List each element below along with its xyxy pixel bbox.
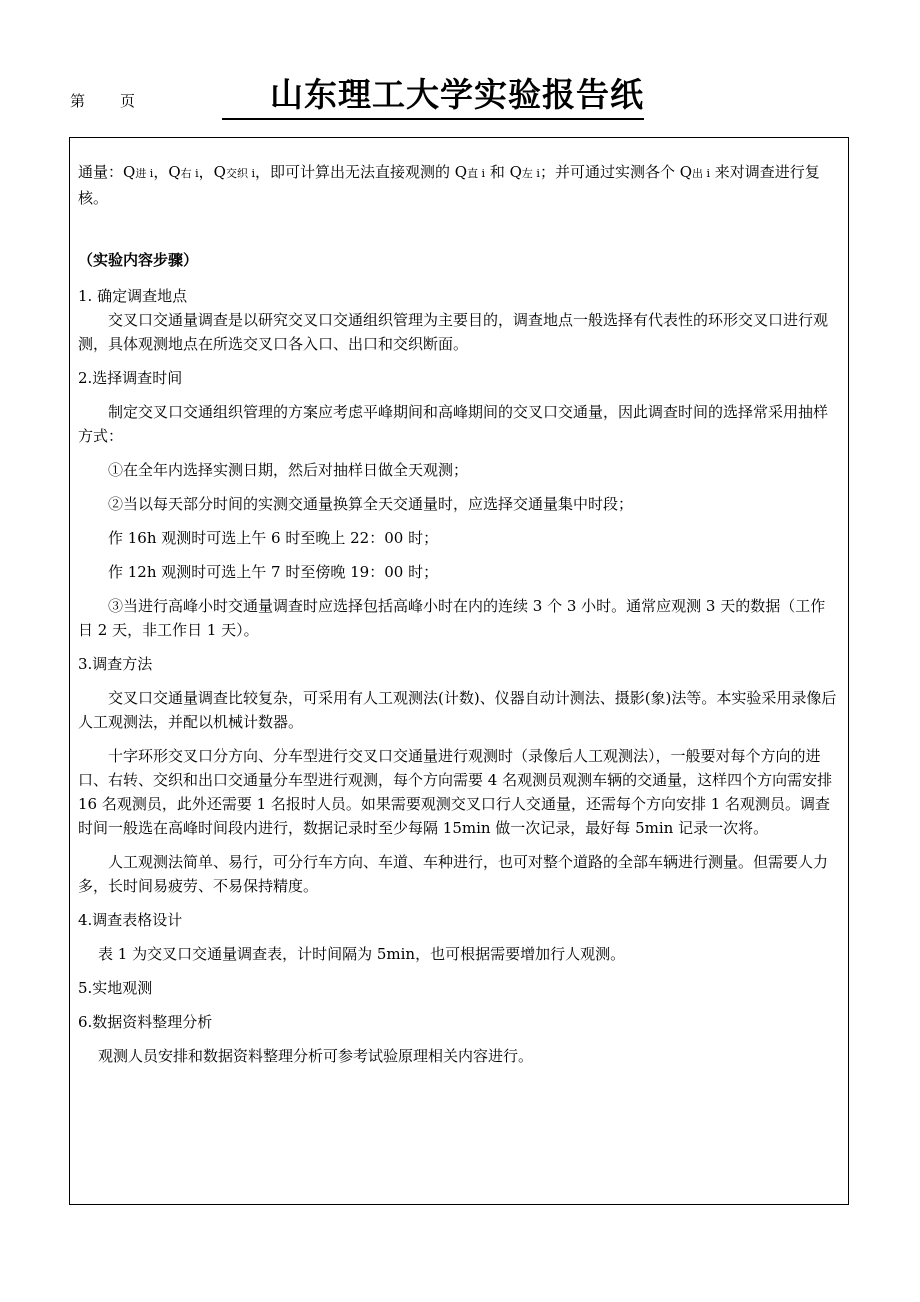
- intro-text: ，Q: [153, 163, 181, 181]
- step-1-title: 1. 确定调查地点: [78, 287, 188, 305]
- subscript: 直 i: [467, 167, 486, 180]
- intro-text: 来对调查进行复核。: [78, 163, 820, 207]
- report-content: [78, 160, 838, 1068]
- subscript: 交织 i: [225, 167, 255, 180]
- intro-text: ，Q: [198, 163, 226, 181]
- step-2-item-2: ②当以每天部分时间的实测交通量换算全天交通量时，应选择交通量集中时段；: [108, 495, 634, 513]
- subscript: 左 i: [521, 167, 540, 180]
- step-2-item-3: 作 16h 观测时可选上午 6 时至晚上 22：00 时；: [108, 529, 439, 547]
- intro-text: 通量：Q: [78, 163, 136, 181]
- step-4-body: 表 1 为交叉口交通量调查表，计时间隔为 5min，也可根据需要增加行人观测。: [98, 945, 626, 963]
- step-6-body: 观测人员安排和数据资料整理分析可参考试验原理相关内容进行。: [98, 1047, 534, 1065]
- page-unit-label: 页: [120, 92, 136, 110]
- step-3-body-2: 十字环形交叉口分方向、分车型进行交叉口交通量进行观测时（录像后人工观测法），一般要对每个方向的进口、右转、交织和出口交通量分车型进行观测，每个方向需要 4 名观测员观测车辆的交通量，这样四个方向需安排 16 名观测员，此外还需要 1 名报时人员。如果需要观测交叉口行人交通量，还需每个方向安排 1 名观测员。调查时间一般选在高峰时间段内进行，数据记录时至少每隔 15min 做一次记录，最好每 5min 记录一次将。: [78, 747, 833, 837]
- step-6-title: 6.数据资料整理分析: [78, 1013, 213, 1031]
- step-2-item-4: 作 12h 观测时可选上午 7 时至傍晚 19：00 时；: [108, 563, 439, 581]
- step-3-body-3: 人工观测法简单、易行，可分行车方向、车道、车种进行，也可对整个道路的全部车辆进行测量。但需要人力多，长时间易疲劳、不易保持精度。: [78, 853, 829, 895]
- intro-text: ；并可通过实测各个 Q: [539, 163, 693, 181]
- step-4-title: 4.调查表格设计: [78, 911, 183, 929]
- step-3-body-1: 交叉口交通量调查比较复杂，可采用有人工观测法(计数)、仪器自动计测法、摄影(象)法等。本实验采用录像后人工观测法，并配以机械计数器。: [78, 689, 837, 731]
- intro-text: ，即可计算出无法直接观测的 Q: [254, 163, 468, 181]
- step-2-item-1: ①在全年内选择实测日期，然后对抽样日做全天观测；: [108, 461, 469, 479]
- step-2-title: 2.选择调查时间: [78, 369, 183, 387]
- report-title: 山东理工大学实验报告纸: [222, 72, 644, 120]
- steps-heading: （实验内容步骤）: [78, 251, 199, 269]
- intro-paragraph: [78, 160, 838, 210]
- step-1-body: 交叉口交通量调查是以研究交叉口交通组织管理为主要目的，调查地点一般选择有代表性的环形交叉口进行观测，具体观测地点在所选交叉口各入口、出口和交织断面。: [78, 311, 829, 353]
- subscript: 出 i: [692, 167, 711, 180]
- subscript: 进 i: [135, 167, 154, 180]
- step-3-title: 3.调查方法: [78, 655, 153, 673]
- intro-text: 和 Q: [485, 163, 522, 181]
- step-5-title: 5.实地观测: [78, 979, 153, 997]
- page-number-label: 第: [70, 92, 86, 110]
- step-2-body: 制定交叉口交通组织管理的方案应考虑平峰期间和高峰期间的交叉口交通量，因此调查时间的选择常采用抽样方式：: [78, 403, 829, 445]
- step-2-item-5: ③当进行高峰小时交通量调查时应选择包括高峰小时在内的连续 3 个 3 小时。通常应观测 3 天的数据（工作日 2 天，非工作日 1 天）。: [78, 597, 826, 639]
- subscript: 右 i: [180, 167, 199, 180]
